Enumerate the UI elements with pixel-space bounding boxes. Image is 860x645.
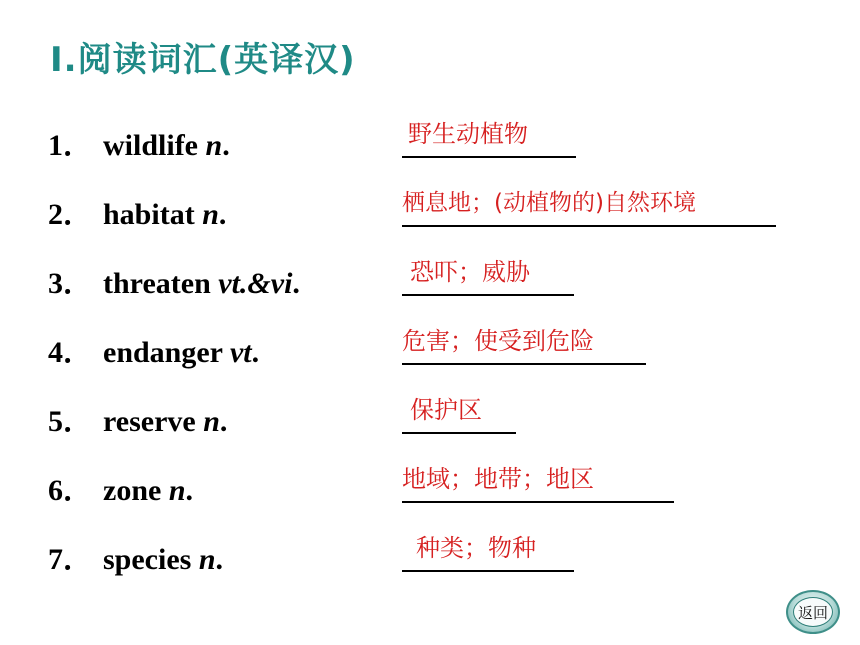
back-button-label: 返回 xyxy=(797,603,828,622)
vocab-word: endanger xyxy=(103,336,230,369)
vocab-row xyxy=(0,396,860,462)
vocab-word: wildlife xyxy=(103,129,206,162)
answer-blank xyxy=(402,156,576,158)
vocab-word: threaten xyxy=(103,267,219,300)
item-number: 4． xyxy=(48,336,93,369)
item-number: 2． xyxy=(48,198,93,231)
answer-blank xyxy=(402,294,574,296)
answer-text: 保护区 xyxy=(410,396,482,424)
part-of-speech: vt xyxy=(229,336,252,369)
part-of-speech: n xyxy=(203,405,220,438)
part-of-speech: n xyxy=(168,474,186,507)
vocab-row xyxy=(0,120,860,186)
answer-blank xyxy=(402,501,674,503)
item-number: 7． xyxy=(48,543,93,576)
item-number: 5． xyxy=(48,405,93,438)
vocab-term xyxy=(103,471,193,511)
answer-text: 野生动植物 xyxy=(408,120,528,148)
vocab-word: species xyxy=(103,543,199,576)
vocab-row xyxy=(0,327,860,393)
answer-blank xyxy=(402,432,516,434)
term-suffix: . xyxy=(215,543,224,576)
vocab-term xyxy=(103,264,300,304)
vocab-term xyxy=(103,333,259,373)
answer-text: 恐吓；威胁 xyxy=(410,258,530,286)
item-number: 1． xyxy=(48,129,93,162)
vocab-row xyxy=(0,190,860,255)
back-button[interactable] xyxy=(786,590,840,634)
vocab-word: zone xyxy=(103,474,169,507)
term-suffix: . xyxy=(222,129,230,162)
vocab-word: reserve xyxy=(103,405,204,438)
answer-text: 栖息地；(动植物的)自然环境 xyxy=(402,190,696,216)
page-title: Ⅰ.阅读词汇(英译汉) xyxy=(50,40,356,80)
answer-blank xyxy=(402,225,776,227)
answer-text: 种类；物种 xyxy=(416,534,536,562)
vocab-row xyxy=(0,465,860,531)
vocab-term xyxy=(103,540,223,580)
vocab-term xyxy=(103,195,226,235)
term-suffix: . xyxy=(219,405,228,438)
vocab-row xyxy=(0,258,860,324)
item-number: 3． xyxy=(48,267,93,300)
answer-text: 地域；地带；地区 xyxy=(402,465,594,493)
answer-text: 危害；使受到危险 xyxy=(402,327,594,355)
part-of-speech: n xyxy=(205,129,223,162)
vocab-term xyxy=(103,126,230,166)
term-suffix: . xyxy=(251,336,260,369)
item-number: 6． xyxy=(48,474,93,507)
vocab-row xyxy=(0,534,860,600)
term-suffix: . xyxy=(218,198,227,231)
term-suffix: . xyxy=(185,474,194,507)
vocab-term xyxy=(103,402,227,442)
vocab-word: habitat xyxy=(103,198,203,231)
answer-blank xyxy=(402,570,574,572)
term-suffix: . xyxy=(292,267,300,300)
answer-blank xyxy=(402,363,646,365)
part-of-speech: n xyxy=(198,543,216,576)
part-of-speech: vt.&vi xyxy=(218,267,293,300)
back-button-face[interactable] xyxy=(793,597,833,627)
part-of-speech: n xyxy=(202,198,219,231)
